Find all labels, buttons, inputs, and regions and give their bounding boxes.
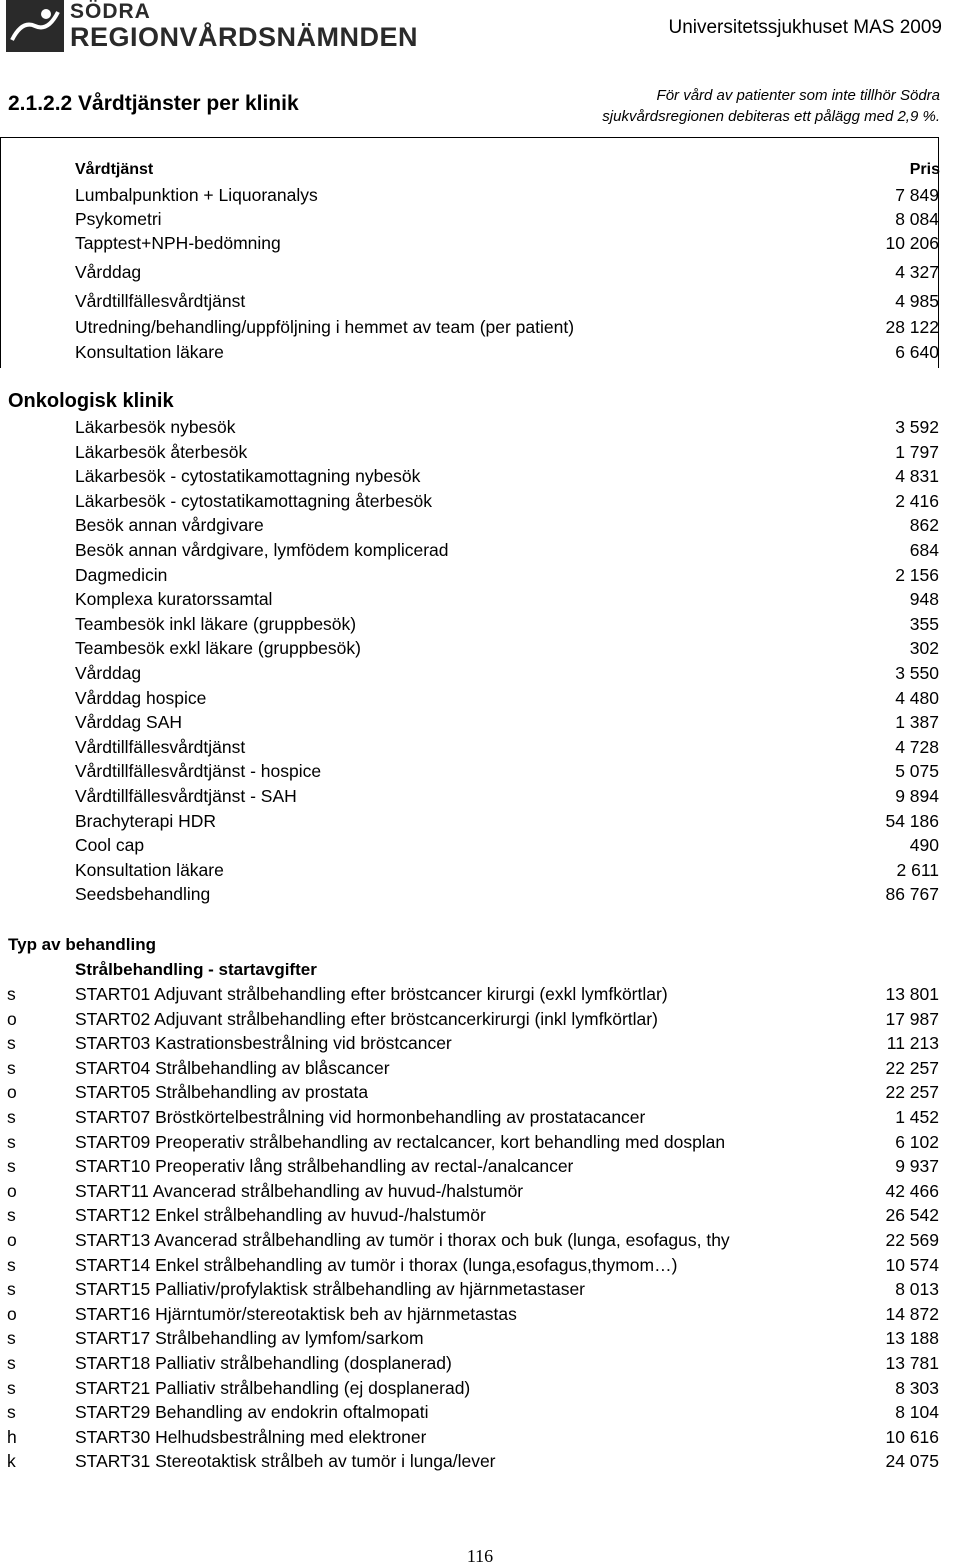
row-price: 42 466 [885,1180,939,1201]
row-service-name: Vårdtillfällesvårdtjänst - hospice [75,761,322,782]
row-price: 355 [909,613,939,634]
row-service-name: Besök annan vårdgivare [75,515,264,536]
col-service-header: Vårdtjänst [75,161,154,178]
row-price: 4 831 [895,466,939,487]
row-service-name: START31 Stereotaktisk strålbeh av tumör i lunga/lever [75,1451,496,1472]
row-type-code: o [7,1008,17,1029]
row-service-name: START05 Strålbehandling av prostata [75,1082,369,1103]
row-price: 490 [909,835,939,856]
row-type-code: s [7,1377,16,1398]
table-row [0,1402,960,1426]
table-row [0,712,960,736]
row-price: 10 206 [885,233,939,253]
row-service-name: Besök annan vårdgivare, lymfödem komplicerad [75,540,449,560]
row-service-name: START04 Strålbehandling av blåscancer [75,1057,390,1078]
row-price: 9 894 [895,786,939,806]
row-price: 1 387 [895,712,939,733]
hospital-year: Universitetssjukhuset MAS 2009 [668,17,942,38]
row-type-code: s [7,1328,16,1349]
table-row [0,1156,960,1180]
row-price: 13 781 [885,1353,939,1373]
row-service-name: Lumbalpunktion + Liquoranalys [75,185,318,205]
table-row [0,466,960,490]
row-service-name: START11 Avancerad strålbehandling av huvud-/halstumör [75,1180,524,1201]
row-service-name: Vårdtillfällesvårdtjänst [75,291,246,311]
row-price: 6 640 [895,342,939,362]
row-service-name: Vårddag [75,262,142,282]
row-price: 22 257 [885,1082,939,1103]
row-price: 8 104 [895,1402,939,1423]
table-row [0,1279,960,1303]
table-header [0,161,960,185]
row-type-code: s [7,1402,16,1423]
table-row [0,515,960,539]
row-service-name: Vårdtillfällesvårdtjänst [75,736,246,757]
table-row [0,1107,960,1131]
table-row [0,811,960,835]
row-price: 1 452 [895,1107,939,1127]
row-price: 8 013 [895,1279,939,1300]
row-service-name: START29 Behandling av endokrin oftalmopati [75,1402,429,1423]
table-row [0,761,960,785]
table-row [0,209,960,233]
row-service-name: Psykometri [75,209,162,229]
row-service-name: Seedsbehandling [75,884,211,905]
row-price: 22 257 [885,1057,939,1078]
row-price: 2 156 [895,564,939,585]
row-service-name: Konsultation läkare [75,342,224,362]
table-row [0,565,960,589]
row-service-name: START12 Enkel strålbehandling av huvud-/halstumör [75,1205,486,1226]
row-price: 10 616 [885,1426,939,1447]
row-price: 13 188 [885,1328,939,1349]
table-row [0,884,960,908]
row-price: 8 303 [895,1377,939,1398]
row-service-name: Konsultation läkare [75,859,224,880]
row-service-name: Vårdtillfällesvårdtjänst - SAH [75,786,297,806]
table-row [0,540,960,564]
table-row [0,1328,960,1352]
surcharge-note-line2: sjukvårdsregionen debiteras ett pålägg med 2,9 %. [602,108,940,125]
table-row [0,1181,960,1205]
table-row [0,1255,960,1279]
row-service-name: Komplexa kuratorssamtal [75,589,273,610]
row-service-name: START02 Adjuvant strålbehandling efter bröstcancerkirurgi (inkl lymfkörtlar) [75,1008,658,1029]
row-service-name: Vårddag [75,663,142,683]
row-price: 4 985 [895,291,939,311]
treatment-type-header: Typ av behandling [8,935,156,954]
row-price: 14 872 [885,1303,939,1324]
row-type-code: s [7,1057,16,1078]
row-price: 54 186 [885,810,939,831]
table-row [0,1230,960,1254]
table-row [0,1205,960,1229]
row-price: 4 480 [895,687,939,708]
row-price: 2 611 [896,859,939,880]
table-row [0,1009,960,1033]
logo-line1: SÖDRA [70,0,151,23]
row-price: 4 728 [895,736,939,757]
table-row [0,417,960,441]
row-type-code: s [7,1254,16,1275]
row-service-name: Cool cap [75,835,145,856]
row-type-code: k [7,1451,16,1472]
table-row [0,688,960,712]
row-price: 302 [909,638,939,659]
row-price: 26 542 [885,1205,939,1226]
table-row [0,860,960,884]
row-service-name: Teambesök inkl läkare (gruppbesök) [75,613,357,634]
row-service-name: Tapptest+NPH-bedömning [75,233,281,253]
table-row [0,291,960,315]
row-type-code: o [7,1180,17,1201]
table-row [0,1132,960,1156]
row-service-name: START13 Avancerad strålbehandling av tumör i thorax och buk (lunga, esofagus, thy [75,1230,730,1250]
table-row [0,1378,960,1402]
row-type-code: o [7,1303,17,1324]
table-row [0,1033,960,1057]
table-row [0,442,960,466]
row-price: 24 075 [885,1451,939,1472]
row-price: 17 987 [885,1008,939,1029]
row-price: 2 416 [895,490,939,511]
row-price: 948 [909,589,939,610]
clinic-title: Onkologisk klinik [8,390,174,412]
row-price: 8 084 [895,209,939,229]
row-service-name: Teambesök exkl läkare (gruppbesök) [75,638,361,659]
table-row [0,835,960,859]
row-service-name: Läkarbesök - cytostatikamottagning återbesök [75,490,432,511]
table-row [0,1082,960,1106]
table-row [0,1353,960,1377]
table-row [0,262,960,286]
surcharge-note [602,85,940,127]
section-title: 2.1.2.2 Vårdtjänster per klinik [8,92,299,115]
row-service-name: START17 Strålbehandling av lymfom/sarkom [75,1328,424,1349]
row-price: 1 797 [895,441,939,462]
row-price: 4 327 [895,262,939,282]
table-row [0,614,960,638]
row-service-name: START09 Preoperativ strålbehandling av rectalcancer, kort behandling med dosplan [75,1131,726,1152]
row-service-name: Läkarbesök nybesök [75,417,236,437]
table-row [0,589,960,613]
row-service-name: START15 Palliativ/profylaktisk strålbehandling av hjärnmetastaser [75,1279,586,1300]
table-row [0,1451,960,1475]
logo-line2: REGIONVÅRDSNÄMNDEN [70,22,419,52]
row-price: 11 213 [886,1033,939,1054]
row-service-name: START01 Adjuvant strålbehandling efter bröstcancer kirurgi (exkl lymfkörtlar) [75,984,668,1004]
row-price: 5 075 [895,761,939,782]
table-row [0,984,960,1008]
row-service-name: Läkarbesök - cytostatikamottagning nybesök [75,466,421,487]
row-type-code: s [7,1353,16,1373]
table-row [0,1304,960,1328]
regionvardsnamnden-logo-icon [6,0,64,52]
row-price: 3 550 [895,663,939,683]
row-price: 6 102 [895,1131,939,1152]
row-type-code: h [7,1426,17,1447]
table-row [0,1427,960,1451]
row-type-code: s [7,1279,16,1300]
row-type-code: s [7,1131,16,1152]
row-service-name: START03 Kastrationsbestrålning vid bröstcancer [75,1033,452,1054]
surcharge-note-line1: För vård av patienter som inte tillhör Södra [656,87,940,104]
row-service-name: Dagmedicin [75,564,168,585]
row-service-name: START16 Hjärntumör/stereotaktisk beh av hjärnmetastas [75,1303,517,1324]
row-price: 22 569 [885,1230,939,1250]
table-row [0,663,960,687]
row-service-name: START07 Bröstkörtelbestrålning vid hormonbehandling av prostatacancer [75,1107,646,1127]
table-row [0,317,960,341]
row-service-name: Utredning/behandling/uppföljning i hemmet av team (per patient) [75,317,575,337]
row-type-code: s [7,1107,16,1127]
table-row [0,185,960,209]
row-service-name: START10 Preoperativ lång strålbehandling av rectal-/analcancer [75,1156,574,1177]
row-type-code: s [7,984,16,1004]
row-type-code: s [7,1205,16,1226]
table-row [0,342,960,366]
row-price: 10 574 [885,1254,939,1275]
row-type-code: s [7,1156,16,1177]
row-price: 86 767 [885,884,939,905]
row-service-name: Vårddag SAH [75,712,183,733]
table-row [0,233,960,257]
table-row [0,1058,960,1082]
row-price: 9 937 [895,1156,939,1177]
table-row [0,737,960,761]
row-type-code: o [7,1082,17,1103]
row-service-name: START18 Palliativ strålbehandling (dosplanerad) [75,1353,452,1373]
row-price: 862 [909,515,939,536]
table-row [0,786,960,810]
treatment-subheader: Strålbehandling - startavgifter [75,960,317,979]
col-price-header: Pris [909,161,940,178]
row-service-name: START14 Enkel strålbehandling av tumör i thorax (lunga,esofagus,thymom…) [75,1254,678,1275]
row-price: 7 849 [895,185,939,205]
row-service-name: START21 Palliativ strålbehandling (ej dosplanerad) [75,1377,471,1398]
table-row [0,491,960,515]
row-service-name: Läkarbesök återbesök [75,441,248,462]
row-price: 13 801 [885,984,939,1004]
row-price: 3 592 [895,417,939,437]
row-type-code: o [7,1230,17,1250]
row-service-name: Vårddag hospice [75,687,207,708]
row-price: 28 122 [885,317,939,337]
row-service-name: START30 Helhudsbestrålning med elektroner [75,1426,427,1447]
table-row [0,638,960,662]
row-price: 684 [909,540,939,560]
page-number: 116 [466,1546,494,1566]
row-type-code: s [7,1033,16,1054]
row-service-name: Brachyterapi HDR [75,810,217,831]
